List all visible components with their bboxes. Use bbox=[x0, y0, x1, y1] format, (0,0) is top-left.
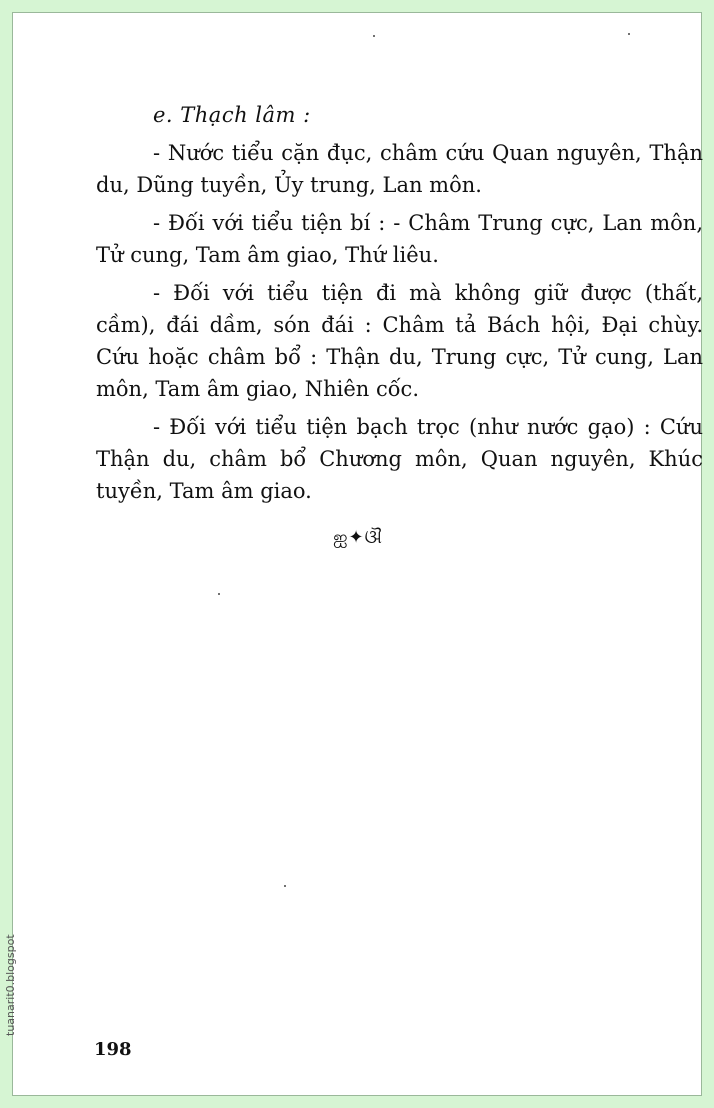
paragraph-1: - Nước tiểu cặn đục, châm cứu Quan nguyên, Thận du, Dũng tuyền, Ủy trung, Lan môn. bbox=[96, 141, 703, 197]
scan-speck bbox=[373, 35, 375, 37]
book-page bbox=[12, 12, 702, 1096]
scan-speck bbox=[284, 885, 286, 887]
scan-speck bbox=[218, 593, 220, 595]
paragraph-4: - Đối với tiểu tiện bạch trọc (như nước gạo) : Cứu Thận du, châm bổ Chương môn, Quan nguyên, Khúc tuyền, Tam âm giao. bbox=[96, 415, 703, 503]
page-number: 198 bbox=[94, 1039, 132, 1060]
scan-speck bbox=[628, 33, 630, 35]
blog-watermark: tuanarit0.blogspot bbox=[4, 934, 17, 1036]
paragraph-2: - Đối với tiểu tiện bí : - Châm Trung cực, Lan môn, Tử cung, Tam âm giao, Thứ liêu. bbox=[96, 211, 703, 267]
section-end-ornament: ஐ✦ଔ bbox=[333, 527, 383, 548]
page-body bbox=[96, 99, 703, 513]
paragraph-3: - Đối với tiểu tiện đi mà không giữ được (thất, cầm), đái dầm, són đái : Châm tả Bách hội, Đại chùy. Cứu hoặc châm bổ : Thận du, Trung cực, Tử cung, Lan môn, Tam âm giao, Nhiên cốc. bbox=[96, 281, 703, 401]
section-heading: e. Thạch lâm : bbox=[153, 103, 311, 127]
